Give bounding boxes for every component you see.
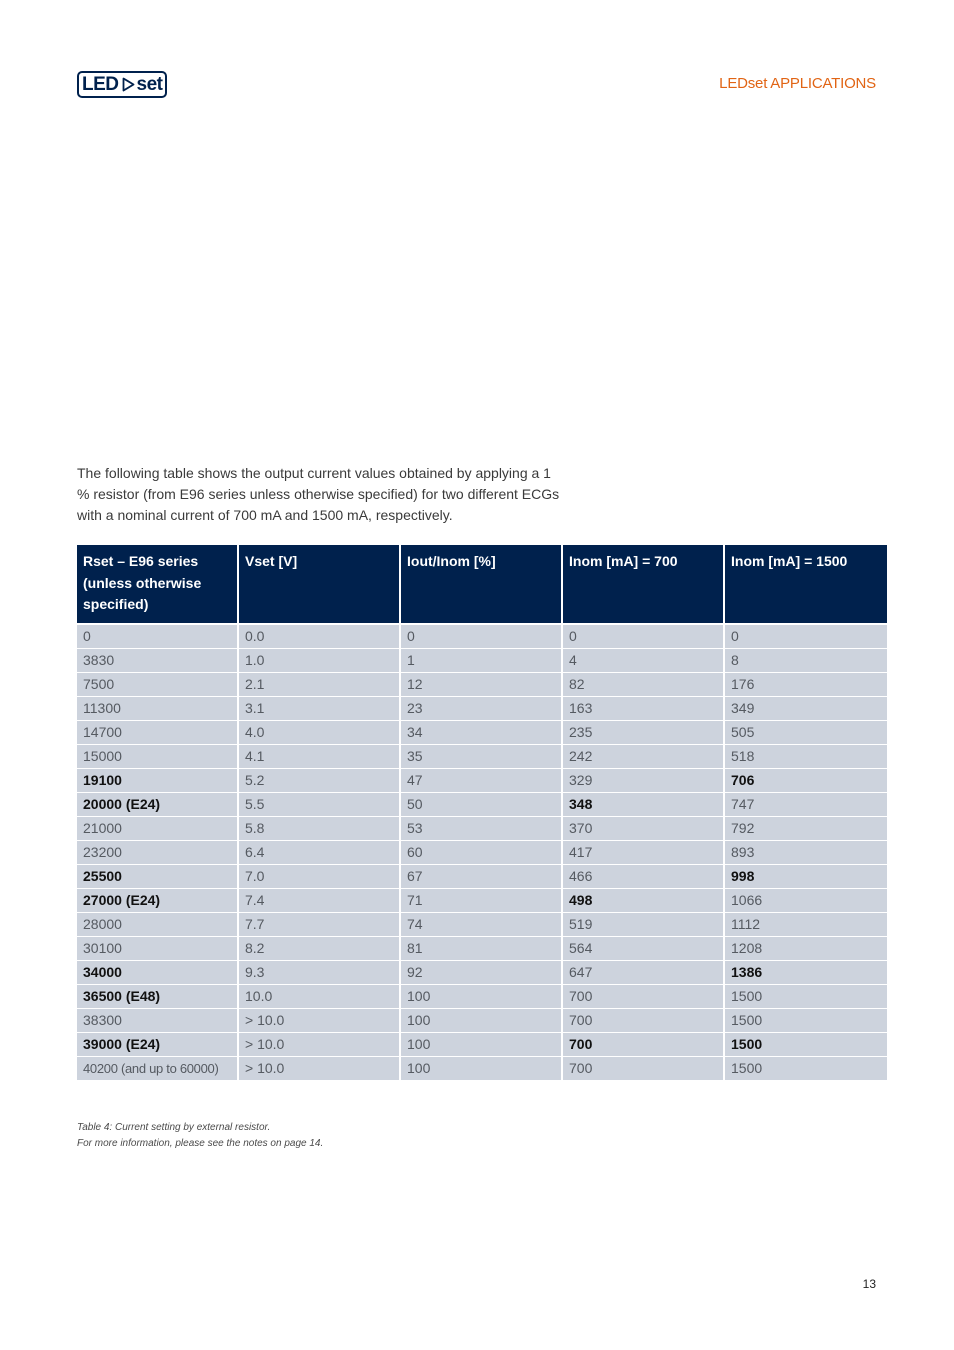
table-cell: 7.7 xyxy=(239,913,399,937)
table-row xyxy=(77,865,887,889)
table-cell: 235 xyxy=(563,721,723,745)
table-cell: > 10.0 xyxy=(239,1057,399,1081)
table-cell: 466 xyxy=(563,865,723,889)
table-cell: 6.4 xyxy=(239,841,399,865)
table-cell: 100 xyxy=(401,1033,561,1057)
table-cell: 19100 xyxy=(77,769,237,793)
table-row xyxy=(77,985,887,1009)
table-cell: 60 xyxy=(401,841,561,865)
caption-line-1: Table 4: Current setting by external resistor. xyxy=(77,1122,271,1133)
table-cell: 0 xyxy=(77,625,237,649)
table-cell: 242 xyxy=(563,745,723,769)
table-cell: 7.4 xyxy=(239,889,399,913)
table-row xyxy=(77,841,887,865)
table-cell: 100 xyxy=(401,985,561,1009)
table-cell: 7500 xyxy=(77,673,237,697)
table-cell: 81 xyxy=(401,937,561,961)
table-cell: 5.5 xyxy=(239,793,399,817)
table-caption xyxy=(77,1120,323,1152)
table-cell: 564 xyxy=(563,937,723,961)
table-cell: 4.1 xyxy=(239,745,399,769)
table-cell: 5.8 xyxy=(239,817,399,841)
table-row xyxy=(77,649,887,673)
table-cell: 10.0 xyxy=(239,985,399,1009)
table-row xyxy=(77,961,887,985)
table-cell: 30100 xyxy=(77,937,237,961)
table-cell: 2.1 xyxy=(239,673,399,697)
table-cell: 40200 (and up to 60000) xyxy=(77,1057,237,1081)
table-row xyxy=(77,889,887,913)
intro-paragraph: The following table shows the output current values obtained by applying a 1 % resistor (from E96 series unless otherwise specified) for two different ECGs with a nominal current of 700 mA and 1500 mA, respectively. xyxy=(77,465,560,523)
logo-text-set: set xyxy=(136,74,163,95)
table-cell: 4.0 xyxy=(239,721,399,745)
column-header: Iout/Inom [%] xyxy=(401,545,561,625)
current-setting-table xyxy=(75,545,889,1081)
table-cell: 38300 xyxy=(77,1009,237,1033)
table-cell: 349 xyxy=(725,697,887,721)
table-row xyxy=(77,769,887,793)
table-header-row xyxy=(77,545,887,625)
table-cell: 4 xyxy=(563,649,723,673)
table-cell: 27000 (E24) xyxy=(77,889,237,913)
table-cell: 36500 (E48) xyxy=(77,985,237,1009)
table-cell: 23 xyxy=(401,697,561,721)
column-header: Inom [mA] = 1500 xyxy=(725,545,887,625)
table-cell: 100 xyxy=(401,1057,561,1081)
table-cell: 1208 xyxy=(725,937,887,961)
play-triangle-icon xyxy=(122,77,135,92)
table-row xyxy=(77,745,887,769)
table-row xyxy=(77,673,887,697)
table-cell: 35 xyxy=(401,745,561,769)
table-cell: 700 xyxy=(563,1057,723,1081)
column-header: Rset – E96 series (unless otherwise specified) xyxy=(77,545,237,625)
table-cell: 47 xyxy=(401,769,561,793)
table-cell: 163 xyxy=(563,697,723,721)
table-cell: 1386 xyxy=(725,961,887,985)
table-cell: 34000 xyxy=(77,961,237,985)
table-cell: 1.0 xyxy=(239,649,399,673)
table-cell: 67 xyxy=(401,865,561,889)
table-cell: 706 xyxy=(725,769,887,793)
table-cell: 700 xyxy=(563,1009,723,1033)
table-cell: 82 xyxy=(563,673,723,697)
section-title: LEDset APPLICATIONS xyxy=(719,75,876,92)
table-cell: 505 xyxy=(725,721,887,745)
column-header: Vset [V] xyxy=(239,545,399,625)
table-cell: 34 xyxy=(401,721,561,745)
table-cell: 998 xyxy=(725,865,887,889)
table-cell: 20000 (E24) xyxy=(77,793,237,817)
table-cell: 25500 xyxy=(77,865,237,889)
table-cell: 348 xyxy=(563,793,723,817)
table-row xyxy=(77,937,887,961)
table-row xyxy=(77,721,887,745)
table-cell: 3.1 xyxy=(239,697,399,721)
table-cell: 329 xyxy=(563,769,723,793)
table-cell: 53 xyxy=(401,817,561,841)
table-cell: 700 xyxy=(563,1033,723,1057)
table-row xyxy=(77,793,887,817)
table-row xyxy=(77,625,887,649)
table-cell: 0 xyxy=(725,625,887,649)
table-cell: 1500 xyxy=(725,1057,887,1081)
table-cell: 12 xyxy=(401,673,561,697)
table-row xyxy=(77,1009,887,1033)
table-cell: 23200 xyxy=(77,841,237,865)
table-cell: 8 xyxy=(725,649,887,673)
logo-text-led: LED xyxy=(82,74,119,95)
table-cell: 1112 xyxy=(725,913,887,937)
table-cell: 747 xyxy=(725,793,887,817)
table-cell: 893 xyxy=(725,841,887,865)
table-cell: 9.3 xyxy=(239,961,399,985)
table-cell: 28000 xyxy=(77,913,237,937)
table-cell: 519 xyxy=(563,913,723,937)
page-number: 13 xyxy=(862,1277,876,1291)
table-cell: 15000 xyxy=(77,745,237,769)
table-cell: 1500 xyxy=(725,985,887,1009)
table-cell: 1 xyxy=(401,649,561,673)
table-cell: 1066 xyxy=(725,889,887,913)
table-cell: 7.0 xyxy=(239,865,399,889)
table-cell: 498 xyxy=(563,889,723,913)
table-row xyxy=(77,817,887,841)
table-cell: 0 xyxy=(401,625,561,649)
table-cell: 71 xyxy=(401,889,561,913)
table-cell: 14700 xyxy=(77,721,237,745)
ledset-logo xyxy=(77,71,167,98)
table-row xyxy=(77,1033,887,1057)
table-cell: 1500 xyxy=(725,1009,887,1033)
table-cell: 8.2 xyxy=(239,937,399,961)
column-header: Inom [mA] = 700 xyxy=(563,545,723,625)
table-cell: 792 xyxy=(725,817,887,841)
table-cell: 176 xyxy=(725,673,887,697)
table-cell: 21000 xyxy=(77,817,237,841)
table-cell: 39000 (E24) xyxy=(77,1033,237,1057)
table-row xyxy=(77,697,887,721)
table-body xyxy=(77,625,887,1081)
table-cell: 50 xyxy=(401,793,561,817)
table-cell: 100 xyxy=(401,1009,561,1033)
table-cell: 11300 xyxy=(77,697,237,721)
caption-line-2: For more information, please see the notes on page 14. xyxy=(77,1138,324,1149)
table-cell: 518 xyxy=(725,745,887,769)
table-cell: 700 xyxy=(563,985,723,1009)
table-cell: > 10.0 xyxy=(239,1033,399,1057)
table-cell: 92 xyxy=(401,961,561,985)
table-cell: 370 xyxy=(563,817,723,841)
table-cell: 1500 xyxy=(725,1033,887,1057)
table-row xyxy=(77,913,887,937)
table-cell: 3830 xyxy=(77,649,237,673)
table-cell: > 10.0 xyxy=(239,1009,399,1033)
table-cell: 74 xyxy=(401,913,561,937)
table-cell: 647 xyxy=(563,961,723,985)
table-cell: 5.2 xyxy=(239,769,399,793)
table-cell: 0 xyxy=(563,625,723,649)
table-row xyxy=(77,1057,887,1081)
table-cell: 0.0 xyxy=(239,625,399,649)
table-cell: 417 xyxy=(563,841,723,865)
